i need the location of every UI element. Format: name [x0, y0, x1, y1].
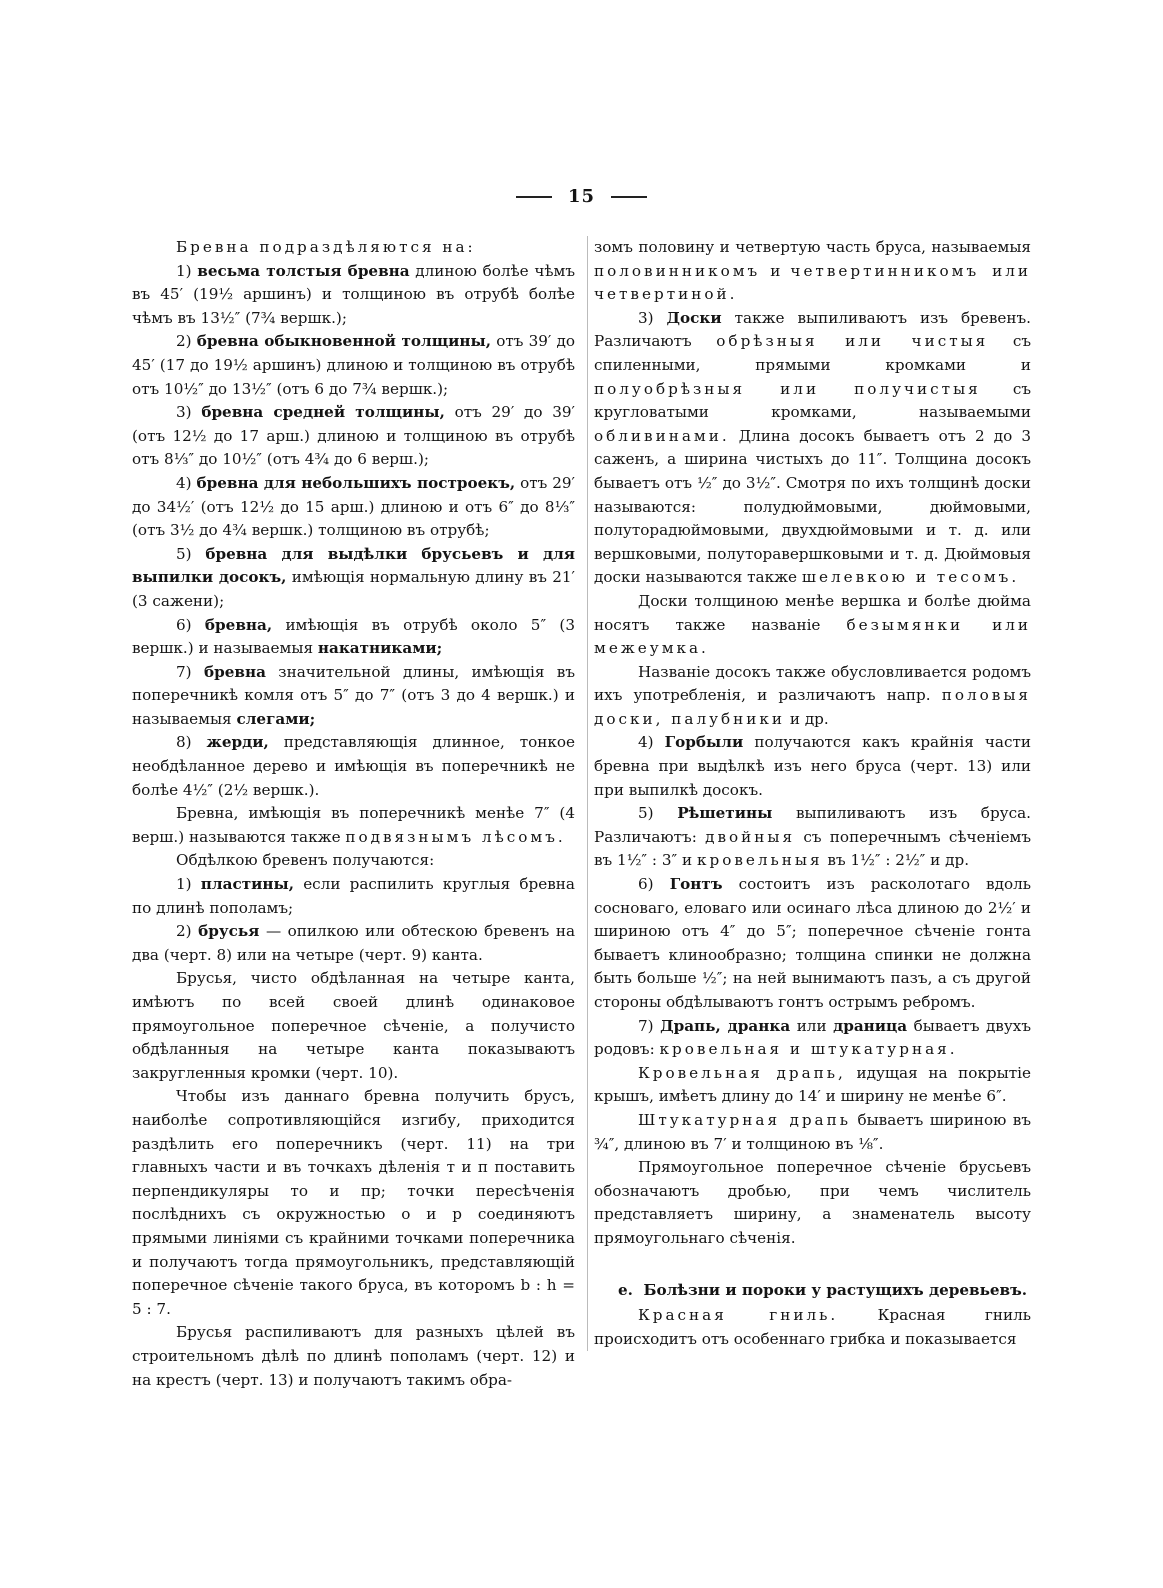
paragraph: Кровельная драпь, идущая на покрытіе крышъ, имѣетъ длину до 14′ и ширину не менѣе 6″. [594, 1063, 1031, 1106]
list-item: 7) бревна значительной длины, имѣющія въ поперечникѣ комля отъ 5″ до 7″ (отъ 3 до 4 вершк.) и называемыя слегами; [132, 662, 576, 728]
header-dash-left [516, 196, 552, 198]
paragraph: зомъ половину и четвертую часть бруса, называемыя половинникомъ и четвертинникомъ или четвертиной. [594, 238, 1032, 304]
list-item: 6) Гонтъ состоитъ изъ расколотаго вдоль сосноваго, еловаго или осинаго лѣса длиною до 2½′ и шириною отъ 4″ до 5″; поперечное сѣченіе гонта бываетъ клинообразно; толщина спинки не должна быть больше ½″; на ней вынимаютъ пазъ, а съ другой стороны обдѣлываютъ гонтъ острымъ ребромъ. [594, 875, 1032, 1011]
section-heading: е. Болѣзни и пороки у растущихъ деревьевъ. [617, 1280, 1028, 1299]
paragraph: Названіе досокъ также обусловливается родомъ ихъ употребленія, и различаютъ напр. половыя доски, палубники и др. [594, 662, 1031, 728]
list-item: 1) весьма толстыя бревна длиною болѣе чѣмъ въ 45′ (19½ аршинъ) и толщиною въ отрубѣ болѣе чѣмъ въ 13½″ (7¾ вершк.); [132, 261, 575, 327]
list-item: 5) Рѣшетины выпиливаютъ изъ бруса. Различаютъ: двойныя съ поперечнымъ сѣченіемъ въ 1½″ : 3″ и кровельныя въ 1½″ : 2½″ и др. [594, 804, 1032, 870]
list-item: 6) бревна, имѣющія въ отрубѣ около 5″ (3 вершк.) и называемыя накатниками; [132, 615, 576, 658]
list-item: 5) бревна для выдѣлки брусьевъ и для выпилки досокъ, имѣющія нормальную длину въ 21′ (3 сажени); [132, 544, 576, 610]
list-item: 3) бревна средней толщины, отъ 29′ до 39′ (отъ 12½ до 17 арш.) длиною и толщиною въ отрубѣ отъ 8⅓″ до 10½″ (отъ 4¾ до 6 верш.); [132, 403, 575, 469]
list-item: 8) жерди, представляющія длинное, тонкое необдѣланное дерево и имѣющія въ поперечникѣ не болѣе 4½″ (2½ вершк.). [132, 733, 576, 799]
paragraph: Чтобы изъ даннаго бревна получить брусъ, наиболѣе сопротивляющійся изгибу, приходится раздѣлить его поперечникъ (черт. 11) на три главныхъ части и въ точкахъ дѣленія т и п поставить перпендикуляры то и пр; точки пересѣченія послѣднихъ съ окружностью о и р соединяютъ прямыми линіями съ крайними точками поперечника и получаютъ тогда прямоугольникъ, представляющій поперечное сѣченіе такого бруса, въ которомъ b : h = 5 : 7. [132, 1087, 575, 1318]
paragraph: Доски толщиною менѣе вершка и болѣе дюйма носятъ также названіе безымянки или межеумка. [594, 591, 1032, 658]
paragraph: Прямоугольное поперечное сѣченіе брусьевъ обозначаютъ дробью, при чемъ числитель представляетъ ширину, а знаменатель высоту прямоугольнаго сѣченія. [594, 1158, 1031, 1247]
paragraph: Красная гниль. Красная гниль происходитъ отъ особеннаго грибка и показывается [594, 1306, 1031, 1348]
page-number: 15 [567, 186, 596, 207]
list-item: 1) пластины, если распилить круглыя бревна по длинѣ пополамъ; [132, 875, 575, 917]
paragraph: Брусья, чисто обдѣланная на четыре канта, имѣютъ по всей своей длинѣ одинаковое прямоугольное поперечное сѣченіе, а получисто обдѣланныя на четыре канта показываютъ закругленныя кромки (черт. 10). [132, 969, 575, 1082]
list-item: 4) бревна для небольшихъ построекъ, отъ 29′ до 34½′ (отъ 12½ до 15 арш.) длиною и отъ 6″ до 8⅓″ (отъ 3½ до 4¾ вершк.) толщиною въ отрубѣ; [132, 473, 576, 540]
left-column [132, 236, 575, 1392]
list-item: 2) брусья — опилкою или обтескою бревенъ на два (черт. 8) или на четыре (черт. 9) канта. [132, 922, 576, 964]
paragraph: Бревна подраздѣляются на: [176, 238, 476, 256]
list-item: 2) бревна обыкновенной толщины, отъ 39′ до 45′ (17 до 19½ аршинъ) длиною и толщиною въ отрубѣ отъ 10½″ до 13½″ (отъ 6 до 7¾ вершк.); [132, 332, 576, 398]
list-item: 3) Доски также выпиливаютъ изъ бревенъ. Различаютъ обрѣзныя или чистыя съ спиленными, прямыми кромками и полуобрѣзныя или получистыя съ кругловатыми кромками, называемыми обливинами. Длина досокъ бываетъ отъ 2 до 3 саженъ, а ширина чистыхъ до 11″. Толщина досокъ бываетъ отъ ½″ до 3½″. Смотря по ихъ толщинѣ доски называются: полудюймовыми, дюймовыми, полуторадюймовыми, двухдюймовыми и т. д. или вершковыми, полуторавершковыми и т. д. Дюймовыя доски называются также шелевкою и тесомъ. [594, 308, 1032, 587]
right-column [587, 236, 1031, 1351]
paragraph: Бревна, имѣющія въ поперечникѣ менѣе 7″ (4 верш.) называются также подвязнымъ лѣсомъ. [132, 804, 575, 846]
page-header [0, 186, 1163, 207]
paragraph: Обдѣлкою бревенъ получаются: [176, 851, 435, 870]
paragraph: Штукатурная драпь бываетъ шириною въ ¾″, длиною въ 7′ и толщиною въ ⅛″. [594, 1110, 1031, 1153]
list-item: 4) Горбыли получаются какъ крайнія части бревна при выдѣлкѣ изъ него бруса (черт. 13) или при выпилкѣ досокъ. [594, 733, 1031, 799]
list-item: 7) Драпь, дранка или драница бываетъ двухъ родовъ: кровельная и штукатурная. [594, 1016, 1032, 1059]
header-dash-right [611, 196, 647, 198]
paragraph: Брусья распиливаютъ для разныхъ цѣлей въ строительномъ дѣлѣ по длинѣ пополамъ (черт. 12) и на крестъ (черт. 13) и получаютъ такимъ обра- [132, 1323, 575, 1389]
